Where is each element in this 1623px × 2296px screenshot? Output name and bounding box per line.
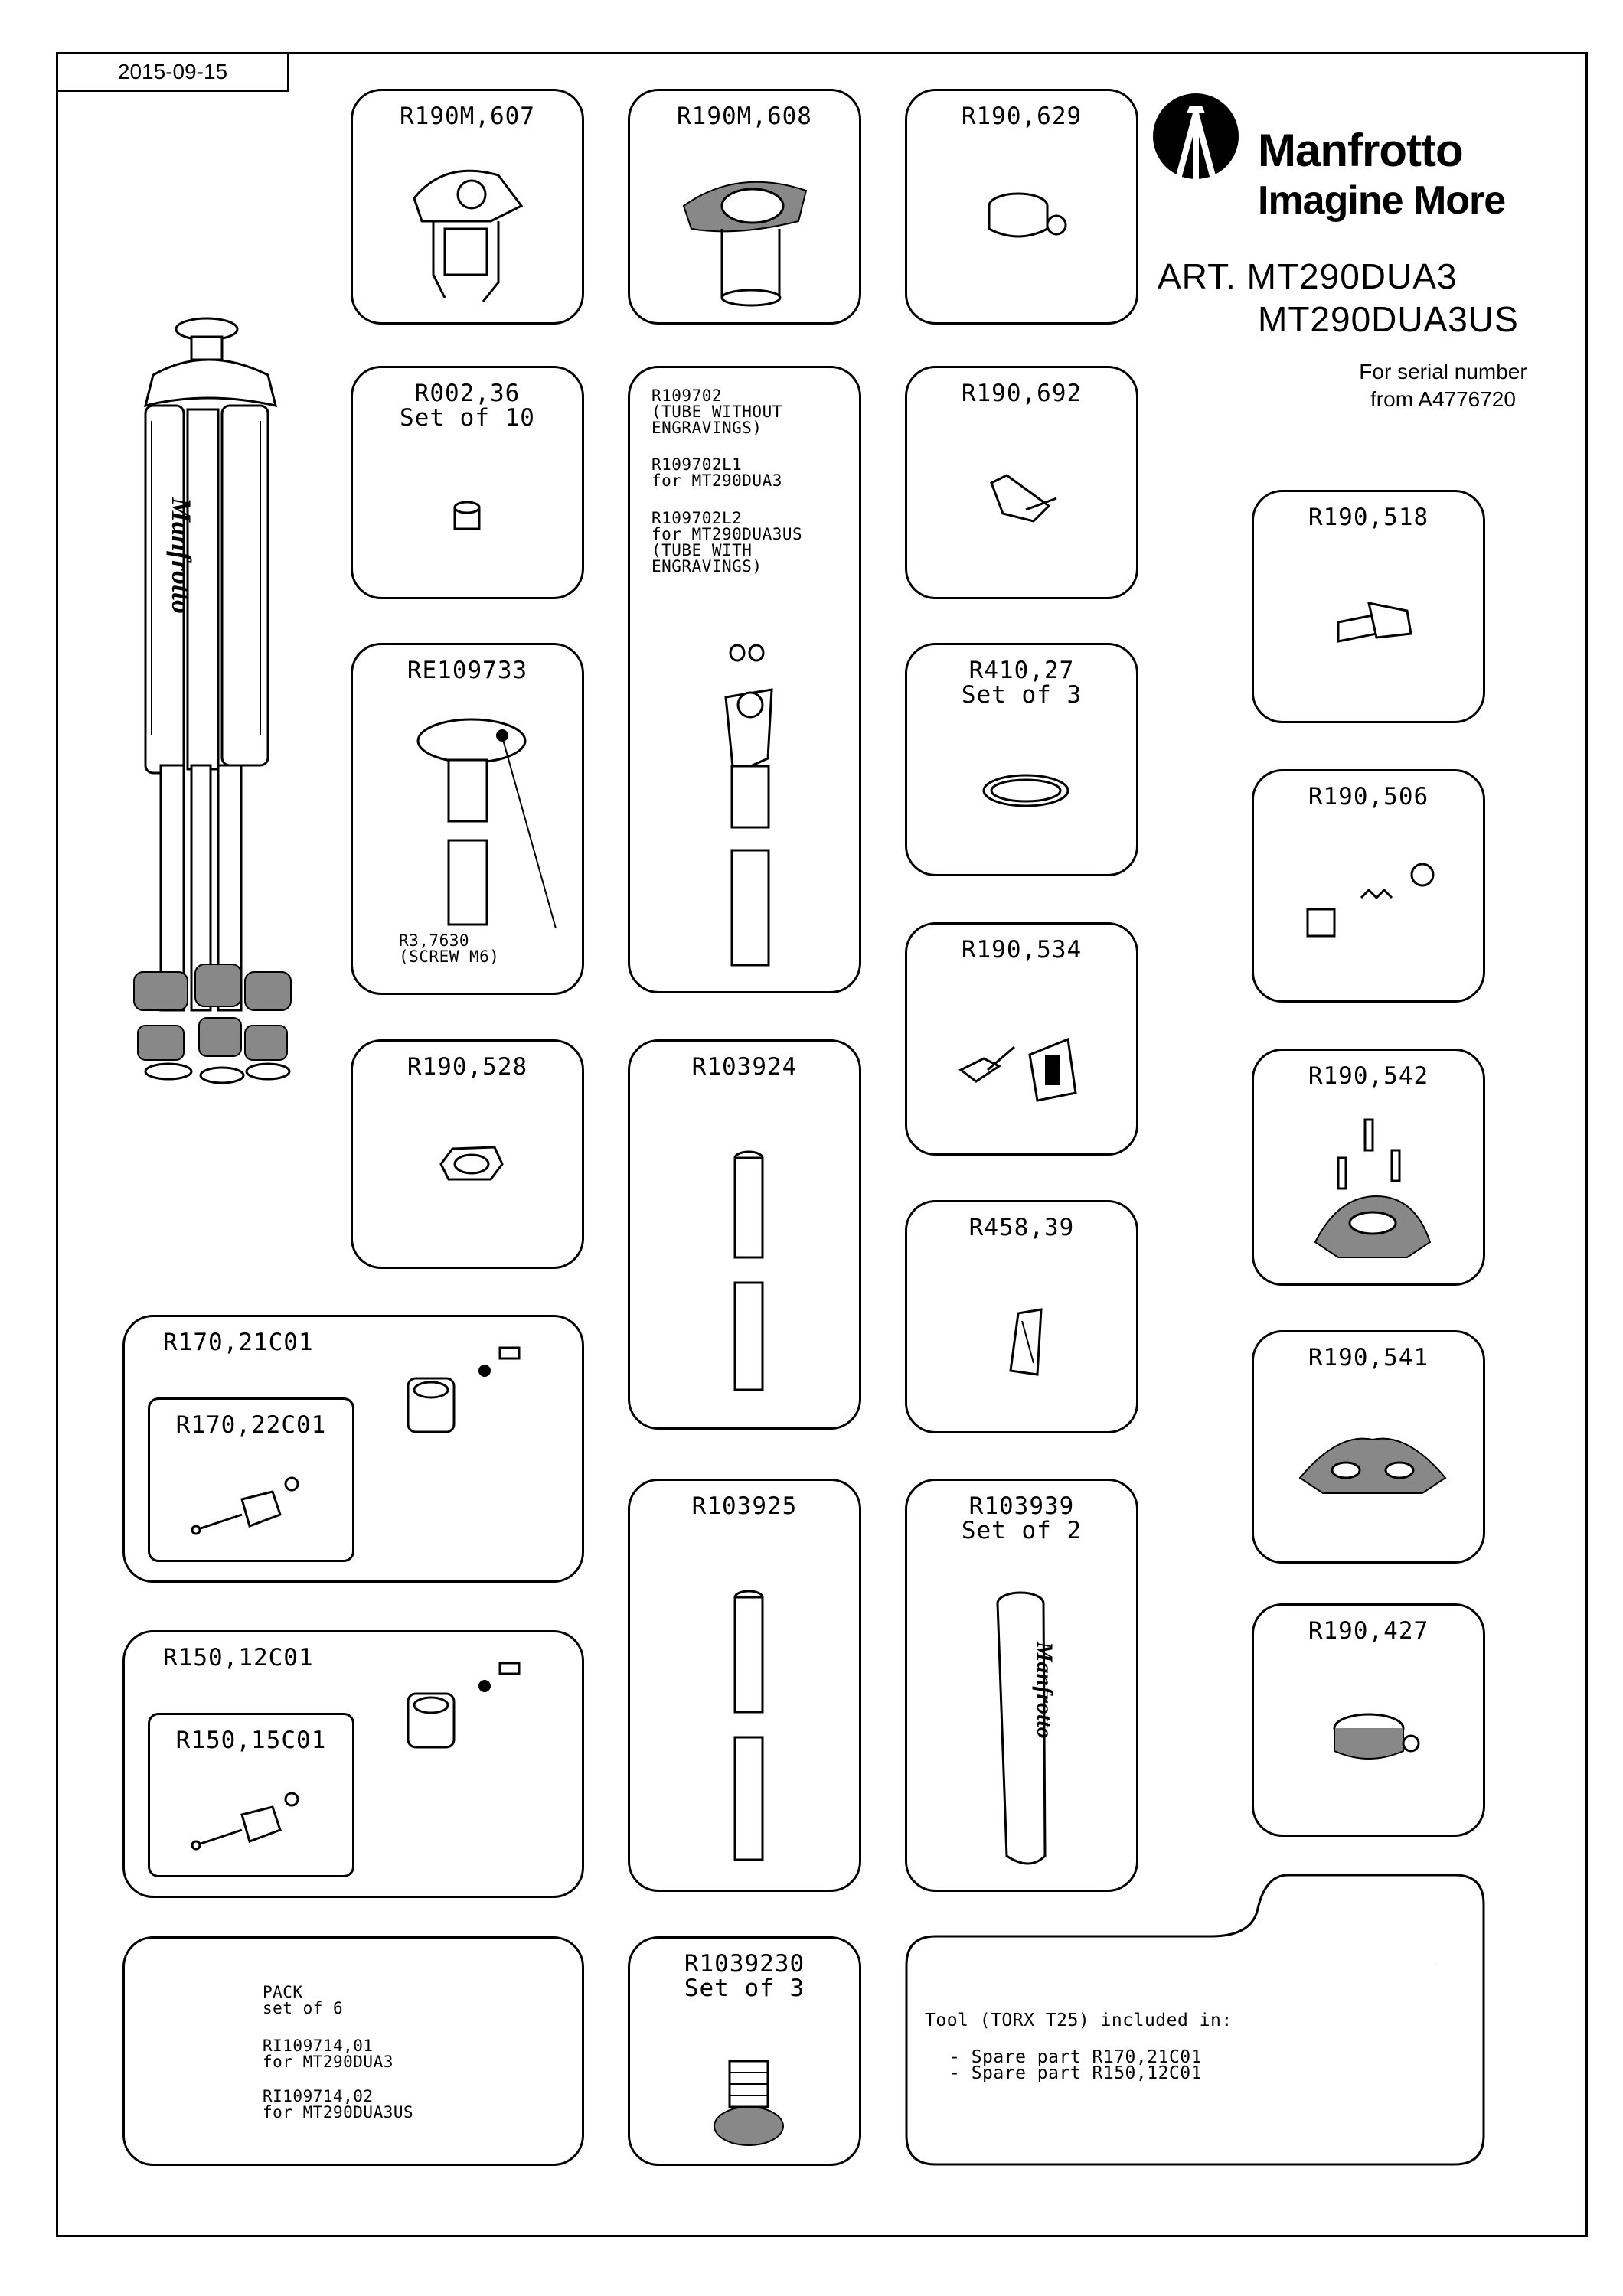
part-card-r190629: [905, 89, 1138, 325]
serial-line-2: from A4776720: [1370, 387, 1516, 411]
tube-desc-plain: R109702 (TUBE WITHOUT ENGRAVINGS): [651, 386, 782, 437]
part-card-r190542: [1252, 1049, 1485, 1286]
part-card-r190m607: [351, 89, 584, 325]
column-plate-icon: [414, 714, 567, 944]
part-code: R190,541: [1308, 1344, 1429, 1371]
part-card-r17021c01: [122, 1315, 584, 1583]
part-card-r190518: [1252, 490, 1485, 723]
part-card-r45839: [905, 1200, 1138, 1433]
part-code: R190,528: [407, 1053, 528, 1081]
part-code: R190,427: [1308, 1617, 1429, 1645]
part-qty: Set of 3: [961, 681, 1083, 709]
part-code: R150,15C01: [175, 1727, 327, 1754]
svg-text:Manfrotto: Manfrotto: [1032, 1642, 1057, 1739]
part-card-r190541: [1252, 1330, 1485, 1564]
part-card-r1039230: [628, 1936, 861, 2166]
part-card-r109702: [628, 366, 861, 993]
pack-variant-1: RI109714,01 for MT290DUA3: [263, 2037, 394, 2071]
collar-icon: [1323, 1705, 1422, 1774]
lock-clamp-icon: [393, 1332, 531, 1447]
part-code: R150,12C01: [163, 1644, 314, 1671]
sub-card-r17022c01: [148, 1397, 354, 1562]
latch-icon: [980, 468, 1072, 536]
part-code: R103924: [691, 1053, 798, 1081]
leg-tube-icon: [703, 644, 795, 980]
lever-kit-icon: [953, 1024, 1099, 1108]
part-card-r190692: [905, 366, 1138, 599]
part-card-r103924: [628, 1039, 861, 1430]
manfrotto-logo-icon: [1148, 90, 1248, 182]
foot-spike-icon: [707, 2053, 791, 2153]
part-card-r103939: [905, 1479, 1138, 1892]
part-card-r15012c01: [122, 1630, 584, 1898]
sub-card-r15015c01: [148, 1713, 354, 1877]
part-code: R190M,608: [677, 103, 812, 130]
tube-icon: [726, 1149, 772, 1401]
part-card-r190528: [351, 1039, 584, 1269]
part-code: R190,534: [961, 936, 1083, 964]
lever-icon: [999, 1302, 1053, 1386]
screw-label: R3,7630 (SCREW M6): [399, 931, 500, 966]
pack-label: PACK set of 6: [263, 1983, 344, 2017]
article-line-1: ART. MT290DUA3: [1158, 256, 1458, 296]
part-card-r41027: [905, 643, 1138, 876]
part-code: R190M,607: [400, 103, 535, 130]
leg-bracket-icon: [1292, 1417, 1453, 1508]
part-code: R103939: [968, 1492, 1075, 1520]
part-qty: Set of 2: [961, 1517, 1083, 1544]
tool-included-list: - Spare part R170,21C01 - Spare part R150,12C01: [949, 2047, 1202, 2083]
part-qty: Set of 3: [684, 1975, 805, 2002]
date-stamp: 2015-09-15: [56, 52, 289, 92]
part-card-r190427: [1252, 1603, 1485, 1837]
leg-cover-icon: [984, 1588, 1076, 1879]
nut-icon: [449, 498, 487, 536]
brand-logo-word: Manfrotto: [1258, 125, 1463, 176]
part-code: R190,542: [1308, 1062, 1429, 1090]
part-code: R190,506: [1308, 783, 1429, 810]
part-code: R1039230: [684, 1950, 805, 1978]
spider-bracket-icon: [1308, 1104, 1438, 1273]
lever-screw-icon: [188, 1461, 326, 1553]
part-code: R170,21C01: [163, 1329, 314, 1356]
head-part-icon: [399, 152, 537, 313]
part-code: R103925: [691, 1492, 798, 1520]
part-card-r00236: [351, 366, 584, 599]
part-qty: Set of 10: [400, 404, 535, 432]
tube-desc-l1: R109702L1 for MT290DUA3: [651, 455, 782, 490]
part-card-r190m608: [628, 89, 861, 325]
part-card-r103925: [628, 1479, 861, 1892]
part-card-re109733: [351, 643, 584, 995]
part-card-pack: [122, 1936, 584, 2166]
spring-kit-icon: [1300, 856, 1453, 947]
lock-clamp-icon: [393, 1648, 531, 1763]
part-code: R002,36: [414, 380, 521, 407]
part-code: R190,518: [1308, 504, 1429, 531]
part-code: R458,39: [968, 1214, 1075, 1241]
pack-variant-2: RI109714,02 for MT290DUA3US: [263, 2087, 414, 2122]
knob-icon: [1331, 592, 1422, 660]
part-code: RE109733: [407, 657, 528, 684]
clamp-ring-icon: [980, 183, 1072, 259]
ring-icon: [433, 1141, 510, 1187]
part-code: R190,692: [961, 380, 1083, 407]
part-card-r190534: [905, 922, 1138, 1156]
part-card-r190506: [1252, 769, 1485, 1003]
tube-desc-l2: R109702L2 for MT290DUA3US (TUBE WITH ENGRAVINGS): [651, 509, 803, 576]
part-code: R170,22C01: [175, 1411, 327, 1439]
brand-slogan: Imagine More: [1258, 178, 1506, 223]
tube-icon: [726, 1588, 772, 1871]
tripod-icon: [115, 306, 322, 1087]
svg-text:Manfrotto: Manfrotto: [166, 497, 197, 615]
part-code: R410,27: [968, 657, 1075, 684]
tool-description: Tool (TORX T25) included in:: [925, 2011, 1233, 2030]
article-line-2: MT290DUA3US: [1258, 299, 1519, 339]
head-alt-icon: [676, 160, 821, 313]
lever-screw-icon: [188, 1776, 326, 1868]
torx-key-icon: [1363, 1929, 1447, 2120]
o-ring-icon: [976, 768, 1076, 814]
serial-line-1: For serial number: [1359, 360, 1527, 383]
part-code: R190,629: [961, 103, 1083, 130]
